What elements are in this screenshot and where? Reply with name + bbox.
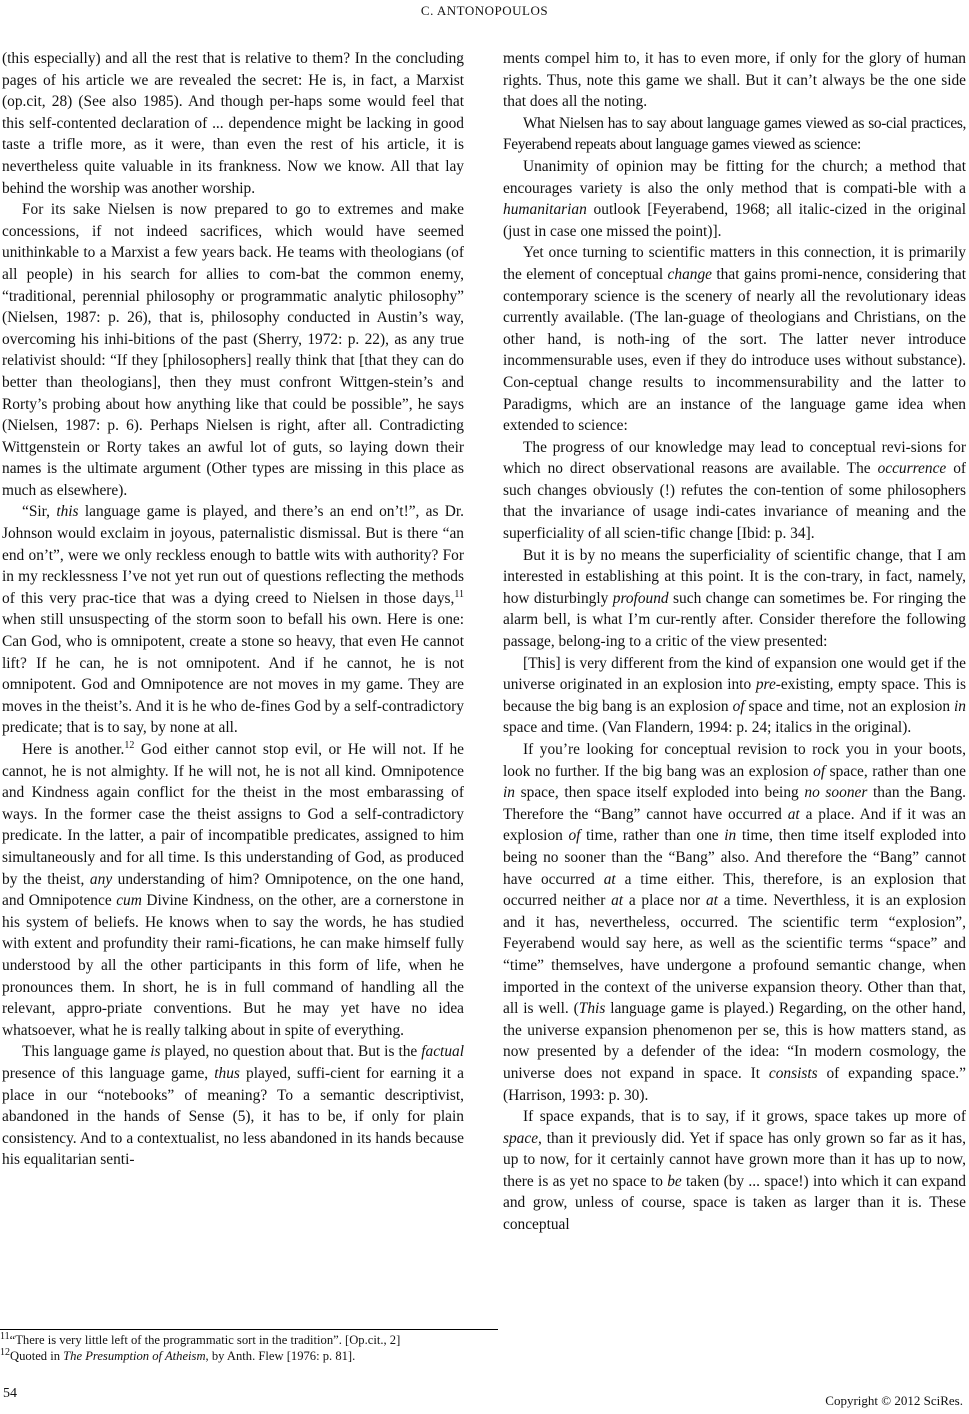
paragraph: (this especially) and all the rest that is relative to them? In the concluding pages of his article we are revealed the secret: He is, in fact, a Marxist (op.cit, 28) (See also 1985). And though per-haps some would feel that this self-contented declaration of ... dependence might be lacking in good taste a trifle more, as it were, than even the rest of his article, it is nevertheless quite valuable in its frankness. Now we know. All that lay behind the worship was another worship.	[2, 50, 464, 197]
footnote: $^{12}$Quoted in The Presumption of Atheism, by Anth. Flew [1976: p. 81].	[0, 1346, 356, 1363]
left-column	[2, 48, 464, 1171]
footnote: $^{11}$“There is very little left of the programmatic sort in the tradition”. [Op.cit., 2]	[0, 1330, 401, 1347]
footnotes	[0, 1332, 490, 1364]
paragraph: Yet once turning to scientific matters in this connection, it is primarily the element of conceptual change that gains promi-nence, considering that contemporary science is the scenery of nearly all the revolutionary ideas currently available. (The lan-guage of theologians and Christians, on the other hand, is noth-ing of the sort. The latter never introduce incommensurable uses, even if they do introduce uses without substance). Con-ceptual change results to incommensurability and the latter to Paradigms, which are an instance of the language game idea when extended to science:	[503, 244, 966, 435]
paragraph: If you’re looking for conceptual revision to rock you in your boots, look no further. If the big bang was an explosion of space, rather than one in space, then space itself exploded into being no sooner than the Bang. Therefore the “Bang” cannot have occurred at a place. And if it was an explosion of time, rather than one in time, then time itself exploded into being no sooner than the “Bang” also. And therefore the “Bang” cannot have occurred at a time either. This, therefore, is an explosion that occurred neither at a place nor at a time. Neverthless, it is an explosion and it has, nevertheless, occurred. The scientific term “explosion”, Feyerabend would say here, as well as the scientific terms “space” and “time” themselves, have undergone a profound semantic change, when imported in the context of the universe expansion theory. Other than that, all is well. (This language game is played.) Regarding, on the other hand, the universe expansion phenomenon per se, this is how matters stand, as now presented by a defender of the idea: “In modern cosmology, the universe does not expand in space. It consists of expanding space.” (Harrison, 1993: p. 30).	[503, 741, 967, 1104]
paragraph: ments compel him to, it has to even more, if only for the glory of human rights. Thus, note this game we shall. But it can’t always be the one side that does all the noting.	[503, 50, 966, 111]
paragraph: But it is by no means the superficiality of scientific change, that I am interested in establishing at this point. It is the con-trary, in fact, namely, how disturbingly profound such change can sometimes be. For ringing the alarm bell, is what I’m cur-rently after. Consider therefore the following passage, belong-ing to a critic of the view presented:	[503, 546, 967, 651]
page-number: 54	[3, 1386, 17, 1401]
paragraph: This language game is played, no question about that. But is the factual presence of this language game, thus played, suffi-cient for earning it a place in our “notebooks” of meaning? To a semantic descriptivist, abandoned in the hands of Sense (5), it has to be, if only for plain consistency. And to a contextualist, no less abandoned in its hands because his equalitarian senti-	[2, 1043, 465, 1169]
paragraph: If space expands, that is to say, if it grows, space takes up more of space, than it previously did. Yet if space has only grown so far as it has, up to now, for it certainly cannot have grown more than it has up to now, there is as yet no space to be taken (by ... space!) into which it can expand and grow, unless of course, space is taken as larger than it is. These conceptual	[503, 1108, 967, 1234]
right-column	[503, 48, 966, 1236]
running-head: C. ANTONOPOULOS	[420, 3, 549, 18]
paragraph: Here is another.$^{12}$ God either cannot stop evil, or He will not. If he cannot, he is not almighty. If he will not, he is not all kind. Omnipotence and Kindness again conflict for the theist in the most embarassing of ways. In the former case the theist assigns to God a self-contradictory predicate. In the latter, a pair of incompatible predicates, assigned to him simultaneously and for all time. Is this understanding of God, as produced by the theist, any understanding of him? Omnipotence, on the one hand, and Omnipotence cum Divine Kindness, on the other, are a cornerstone in his system of beliefs. He knows when to say the words, he has studied with extent and profundity their rami-fications, he can make himself fully understood by all the other participants in this form of life, when he pronounces them. In short, he is in full command of handling all the relevant, appro-priate conventions. But he may yet have no idea whatsoever, what he is really talking about in spite of everything.	[2, 739, 464, 1039]
paragraph: What Nielsen has to say about language games viewed as so-cial practices, Feyerabend repeats about language games viewed as science:	[503, 114, 966, 154]
copyright-notice: Copyright © 2012 SciRes.	[825, 1393, 963, 1408]
paragraph: “Sir, this language game is played, and there’s an end on’t!”, as Dr. Johnson would exclaim in joyous, paternalistic dismissal. But is there “an end on’t”, were we only reckless enough to battle wits with authority? For in my recklessness I’ve not yet run out of questions reflecting the methods of this very prac-tice that was a dying creed to Nielsen in those days,$^{11}$ when still unsuspecting of the storm soon to befall his own. Here is one: Can God, who is omnipotent, create a stone so heavy, that even He cannot lift? If he can, he is not omnipotent. And if he cannot, he is not omnipotent. God and Omnipotence are not moves in my game. They are moves in the theist’s. And it is he who de-fines God by a self-contradictory predicate; that is to say, by none at all.	[2, 503, 464, 737]
paragraph: For its sake Nielsen is now prepared to go to extremes and make concessions, if not indeed sacrifices, which would have seemed unithinkable to a Marxist a few years back. He teams with theologians (of all people) in his search for allies to com-bat the common enemy, “traditional, perennial philosophy or programmatic analytic philosophy” (Nielsen, 1987: p. 26), that is, philosophy conducted in Austin’s way, overcoming his inhi-bitions of the past (Sherry, 1972: p. 22), as any true relativist should: “If they [philosophers] really think that [that they can do better than theologians], then they must confront Wittgen-stein’s and Rorty’s probing about how anything like that could be possible”, he says (Nielsen, 1987: p. 6). Perhaps Nielsen is right, after all. Contradicting Wittgenstein or Rorty takes an awful lot of guts, so laying down their names is the ultimate argument (Other types are missing in this place as much as elsewhere).	[2, 201, 464, 499]
footnote-rule	[0, 1329, 498, 1330]
block-quote: [This] is very different from the kind of expansion one would get if the universe originated in an explosion into pre-existing, empty space. This is because the big bang is an explosion of space and time, not an explosion in space and time. (Van Flandern, 1994: p. 24; italics in the original).	[503, 654, 966, 737]
block-quote: Unanimity of opinion may be fitting for the church; a method that encourages variety is also the only method that is compati-ble with a humanitarian outlook [Feyerabend, 1968; all italic-cized in the original (just in case one missed the point)].	[503, 157, 966, 240]
block-quote: The progress of our knowledge may lead to conceptual revi-sions for which no direct observational reasons are available. The occurrence of such changes obviously (!) refutes the con-tention of some philosophers that the invariance of usage indi-cates invariance of meaning and the superficiality of all scien-tific change [Ibid: p. 34].	[503, 438, 967, 543]
